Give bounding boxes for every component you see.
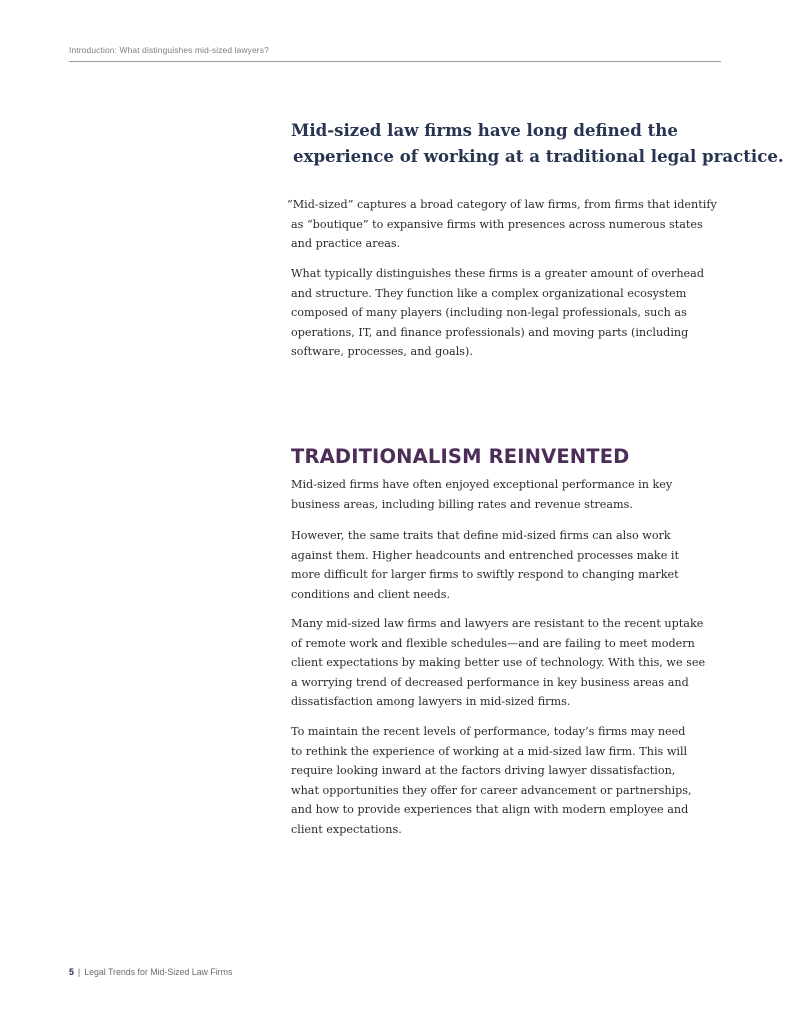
- intro-heading: [291, 117, 784, 169]
- paragraph-traits-against: [291, 526, 731, 604]
- text-line: against them. Higher headcounts and entrenched processes make it: [291, 548, 679, 562]
- text-line: what opportunities they offer for career advancement or partnerships,: [291, 783, 692, 797]
- text-line: require looking inward at the factors driving lawyer dissatisfaction,: [291, 764, 676, 778]
- text-line: What typically distinguishes these firms is a greater amount of overhead: [291, 267, 704, 280]
- section-heading: TRADITIONALISM REINVENTED: [291, 445, 630, 468]
- text-line: “Mid-sized” captures a broad category of law firms, from firms that identify: [287, 198, 717, 211]
- paragraph-mid-sized-definition: [287, 195, 731, 254]
- footer-separator: |: [77, 967, 81, 977]
- page-footer: [69, 967, 232, 977]
- text-line: a worrying trend of decreased performance in key business areas and: [291, 675, 689, 689]
- text-line: of remote work and flexible schedules—and are failing to meet modern: [291, 636, 695, 650]
- text-line: client expectations.: [291, 822, 402, 836]
- text-line: as “boutique” to expansive firms with presences across numerous states: [291, 217, 703, 231]
- running-header: Introduction: What distinguishes mid-sized lawyers?: [69, 45, 269, 55]
- text-line: conditions and client needs.: [291, 587, 451, 601]
- text-line: dissatisfaction among lawyers in mid-sized firms.: [291, 695, 571, 709]
- paragraph-remote-work: [291, 614, 731, 712]
- text-line: operations, IT, and finance professionals) and moving parts (including: [291, 325, 689, 339]
- text-line: and practice areas.: [291, 237, 401, 251]
- page-number: 5: [69, 967, 74, 977]
- paragraph-distinguishing-traits: [291, 264, 731, 362]
- text-line: software, processes, and goals).: [291, 345, 473, 359]
- text-line: client expectations by making better use of technology. With this, we see: [291, 656, 706, 670]
- text-line: However, the same traits that define mid-sized firms can also work: [291, 529, 671, 542]
- text-line: to rethink the experience of working at a mid-sized law firm. This will: [291, 744, 688, 758]
- publication-title: Legal Trends for Mid-Sized Law Firms: [84, 967, 233, 977]
- paragraph-performance: [291, 475, 731, 514]
- text-line: more difficult for larger firms to swiftly respond to changing market: [291, 568, 679, 582]
- text-line: Mid-sized firms have often enjoyed exceptional performance in key: [291, 478, 673, 491]
- intro-heading-line: Mid-sized law firms have long defined the: [291, 120, 678, 140]
- paragraph-rethink: [291, 722, 731, 840]
- header-divider: [69, 61, 721, 62]
- text-line: business areas, including billing rates and revenue streams.: [291, 497, 633, 511]
- text-line: and structure. They function like a complex organizational ecosystem: [291, 286, 687, 300]
- text-line: and how to provide experiences that align with modern employee and: [291, 803, 689, 817]
- text-line: composed of many players (including non-legal professionals, such as: [291, 306, 687, 320]
- intro-heading-line: experience of working at a traditional legal practice.: [293, 146, 784, 166]
- text-line: Many mid-sized law firms and lawyers are resistant to the recent uptake: [291, 617, 704, 630]
- text-line: To maintain the recent levels of performance, today’s firms may need: [291, 725, 686, 738]
